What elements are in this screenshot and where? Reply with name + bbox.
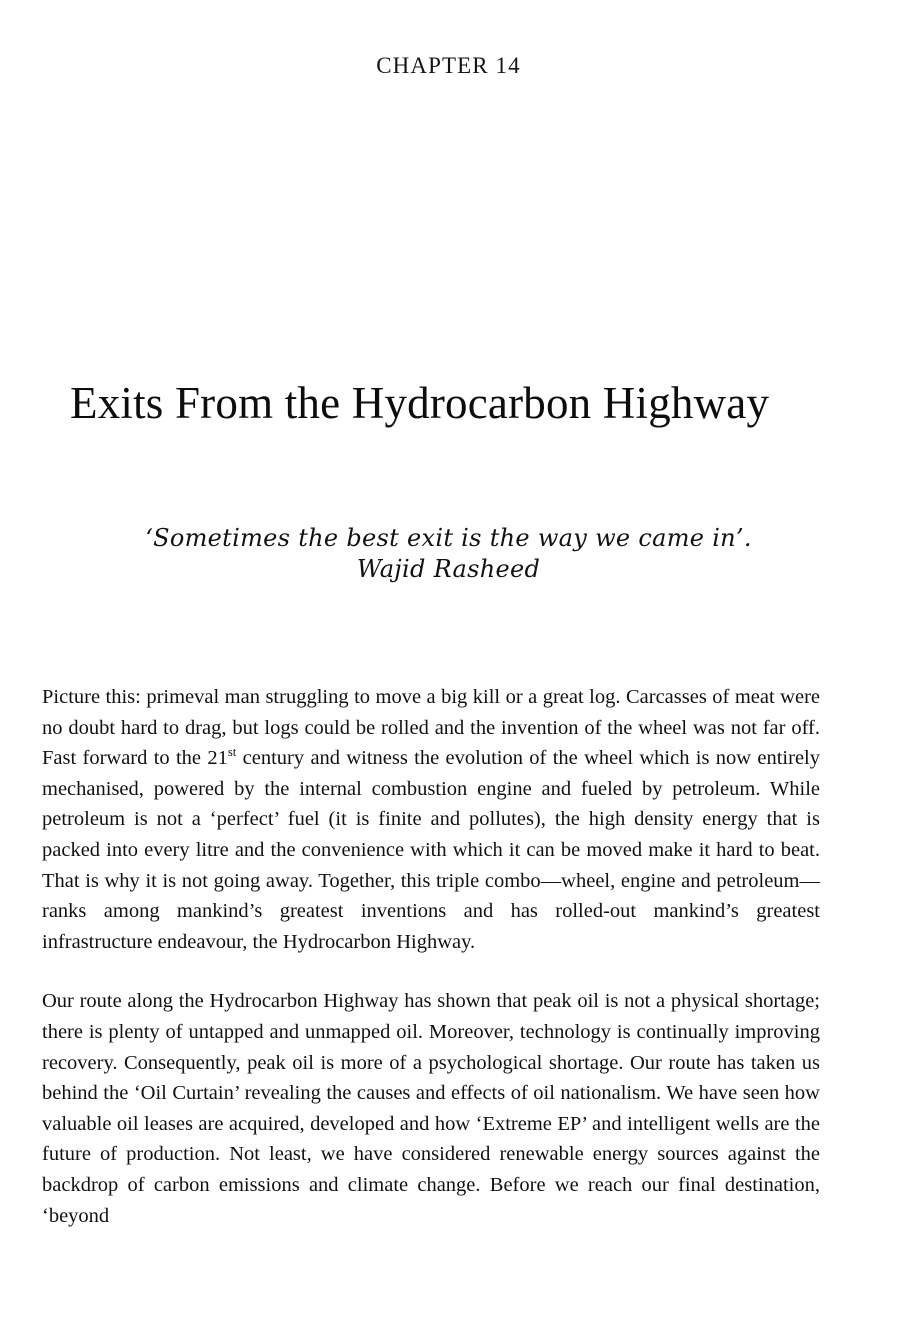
- epigraph-quote: ‘Sometimes the best exit is the way we came in’.: [145, 524, 752, 552]
- ordinal-superscript: st: [227, 745, 237, 760]
- body-text: [42, 682, 820, 1231]
- body-paragraph-1: [42, 682, 820, 957]
- body-paragraph-2: Our route along the Hydrocarbon Highway has shown that peak oil is not a physical shortage; there is plenty of untapped and unmapped oil. Moreover, technology is continually improving recovery. Consequently, peak oil is more of a psychological shortage. Our route has taken us behind the ‘Oil Curtain’ revealing the causes and effects of oil nationalism. We have seen how valuable oil leases are acquired, developed and how ‘Extreme EP’ and intelligent wells are the future of production. Not least, we have considered renewable energy sources against the backdrop of carbon emissions and climate change. Before we reach our final destination, ‘beyond: [42, 990, 820, 1227]
- paragraph-1-text-part-2: century and witness the evolution of the wheel which is now entirely mechanised, powered by the internal combustion engine and fueled by petroleum. While petroleum is not a ‘perfect’ fuel (it is finite and pollutes), the high density energy that is packed into every litre and the convenience with which it can be moved make it hard to beat. That is why it is not going away. Together, this triple combo—wheel, engine and petroleum—ranks among mankind’s greatest inventions and has rolled-out mankind’s greatest infrastructure endeavour, the Hydrocarbon Highway.: [42, 747, 820, 953]
- paragraph-1-text-part-1: Picture this: primeval man struggling to move a big kill or a great log. Carcasses of meat were no doubt hard to drag, but logs could be rolled and the invention of the wheel was not far off. Fast forward to the 21: [42, 686, 820, 770]
- epigraph-author: Wajid Rasheed: [356, 555, 541, 584]
- page-title: Exits From the Hydrocarbon Highway: [70, 378, 770, 428]
- epigraph: [0, 524, 897, 585]
- chapter-running-head: CHAPTER 14: [376, 53, 521, 78]
